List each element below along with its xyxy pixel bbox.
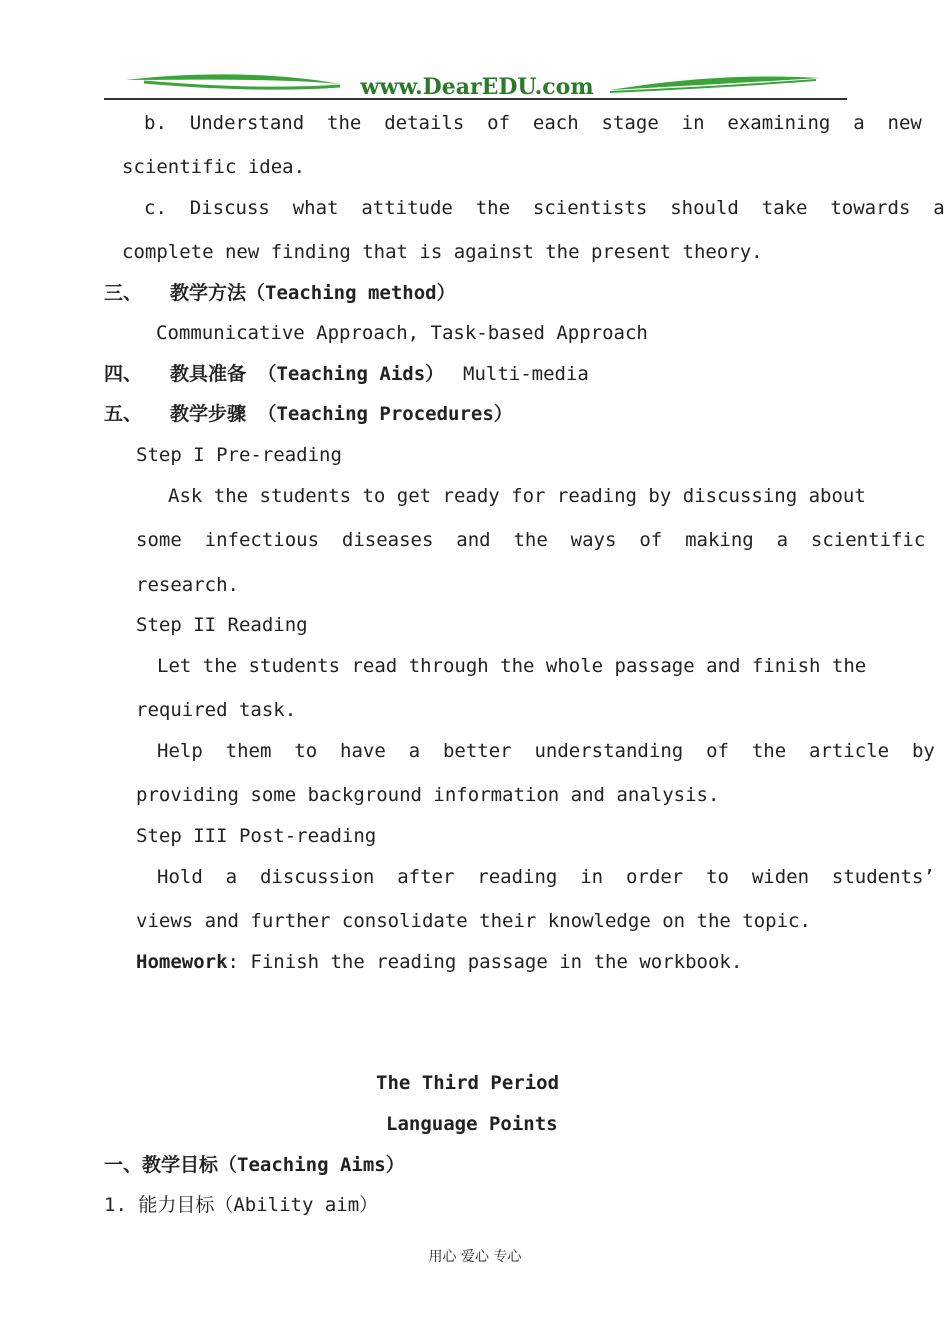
step-1-text-line3: research. (136, 574, 239, 596)
objective-c-line2: complete new finding that is against the present theory. (122, 241, 763, 263)
section-3-body: Communicative Approach, Task-based Approach (156, 322, 648, 344)
page-footer: 用心 爱心 专心 (428, 1249, 522, 1265)
period-subtitle: Language Points (386, 1113, 558, 1135)
homework-line (136, 950, 742, 974)
homework-label: Homework (136, 951, 228, 973)
step-3-heading: Step III Post-reading (136, 825, 377, 847)
step-1-heading: Step I Pre-reading (136, 444, 342, 466)
step-3-text-line2: views and further consolidate their knowledge on the topic. (136, 910, 811, 932)
teaching-aims-heading: 一、教学目标（Teaching Aims） (104, 1154, 405, 1176)
section-4-heading: 教具准备 （Teaching Aids） (170, 363, 445, 385)
step-2-heading: Step II Reading (136, 614, 308, 636)
section-5-number: 五、 (104, 403, 143, 425)
step-1-text-line1: Ask the students to get ready for reading by discussing about (168, 485, 866, 507)
step-2-text-line1: Let the students read through the whole passage and finish the (157, 655, 867, 677)
step-2-text-line2: required task. (136, 699, 297, 721)
objective-b-line1: b. Understand the details of each stage in examining a new (144, 112, 922, 134)
step-3-text-line1: Hold a discussion after reading in order to widen students’ (157, 866, 935, 888)
section-3-number: 三、 (104, 282, 143, 304)
period-title: The Third Period (376, 1072, 560, 1094)
step-2-text-line3: Help them to have a better understanding of the article by (157, 740, 935, 762)
page-header (104, 70, 847, 102)
section-5-heading: 教学步骤 （Teaching Procedures） (170, 403, 513, 425)
objective-b-line2: scientific idea. (122, 156, 306, 178)
site-logo-text: www.DearEDU.com (360, 74, 594, 100)
step-2-text-line4: providing some background information and analysis. (136, 784, 720, 806)
homework-text: : Finish the reading passage in the workbook. (227, 951, 743, 973)
objective-c-line1: c. Discuss what attitude the scientists should take towards a (144, 197, 945, 219)
section-4-body: Multi-media (463, 363, 589, 385)
section-4-number: 四、 (104, 363, 143, 385)
section-3-heading: 教学方法（Teaching method） (170, 282, 456, 304)
step-1-text-line2: some infectious diseases and the ways of making a scientific (136, 529, 926, 551)
header-rule (104, 98, 847, 100)
ability-aim-item: 1. 能力目标（Ability aim） (104, 1194, 379, 1216)
